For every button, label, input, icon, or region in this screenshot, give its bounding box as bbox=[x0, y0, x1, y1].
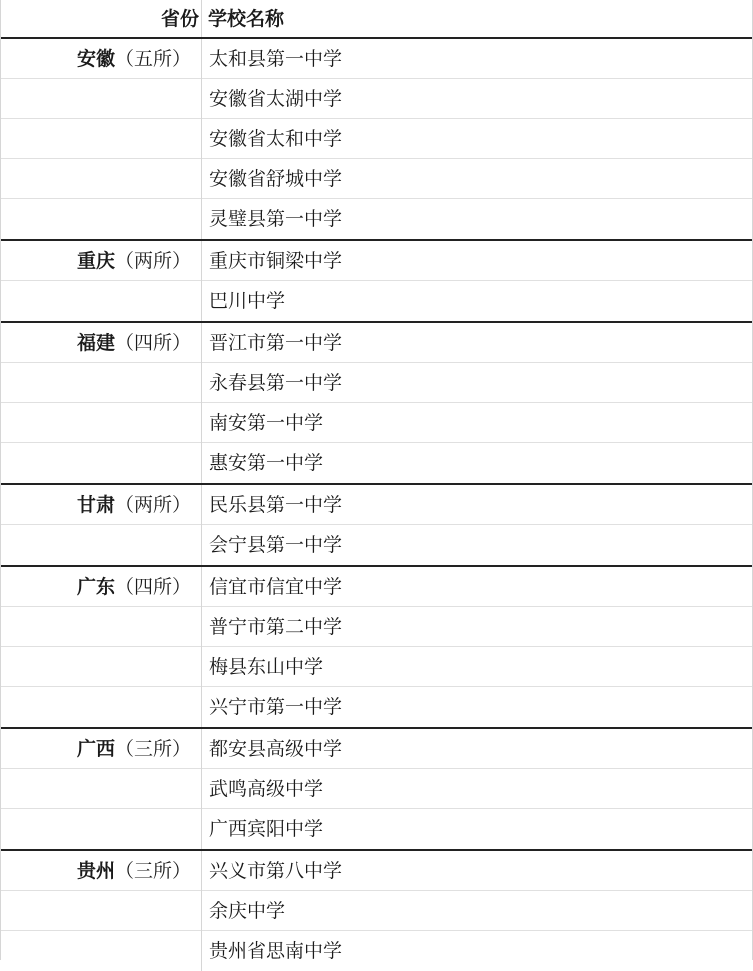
school-list bbox=[202, 241, 752, 321]
province-group bbox=[1, 729, 752, 851]
table-body bbox=[1, 39, 752, 971]
school-row: 巴川中学 bbox=[209, 290, 286, 312]
province-name: 广西 bbox=[76, 738, 115, 760]
province-school-count: （两所） bbox=[114, 494, 191, 516]
province-cell bbox=[1, 39, 202, 239]
header-province: 省份 bbox=[1, 0, 202, 37]
province-school-count: （三所） bbox=[114, 860, 191, 882]
province-group bbox=[1, 485, 752, 567]
province-name: 福建 bbox=[76, 332, 115, 354]
province-cell-line bbox=[1, 159, 201, 199]
province-cell-line bbox=[1, 809, 201, 849]
school-list bbox=[202, 851, 752, 971]
province-cell-line bbox=[1, 443, 201, 483]
province-cell-line bbox=[1, 281, 201, 321]
province-cell bbox=[1, 323, 202, 483]
school-row: 安徽省太和中学 bbox=[202, 119, 752, 159]
school-row: 广西宾阳中学 bbox=[209, 818, 324, 840]
province-school-count: （五所） bbox=[114, 48, 191, 70]
province-group bbox=[1, 567, 752, 729]
province-cell bbox=[1, 241, 202, 321]
school-row: 太和县第一中学 bbox=[202, 39, 752, 79]
province-cell bbox=[1, 567, 202, 727]
school-list bbox=[202, 485, 752, 565]
table-header bbox=[1, 0, 752, 39]
school-row: 晋江市第一中学 bbox=[202, 323, 752, 363]
province-label bbox=[1, 567, 191, 607]
province-group bbox=[1, 241, 752, 323]
province-cell-line bbox=[1, 891, 201, 931]
school-row: 都安县高级中学 bbox=[202, 729, 752, 769]
province-name: 重庆 bbox=[76, 250, 115, 272]
province-school-count: （两所） bbox=[114, 250, 191, 272]
province-name: 广东 bbox=[76, 576, 115, 598]
province-cell-line bbox=[1, 647, 201, 687]
school-row: 安徽省太湖中学 bbox=[202, 79, 752, 119]
province-label bbox=[1, 485, 191, 525]
province-cell-line bbox=[1, 769, 201, 809]
school-row: 南安第一中学 bbox=[202, 403, 752, 443]
province-cell-line bbox=[1, 199, 201, 239]
province-cell-line bbox=[1, 931, 201, 971]
province-school-count: （三所） bbox=[114, 738, 191, 760]
province-cell-line bbox=[1, 79, 201, 119]
province-group bbox=[1, 39, 752, 241]
province-group bbox=[1, 851, 752, 971]
province-label bbox=[1, 729, 191, 769]
school-row: 惠安第一中学 bbox=[209, 452, 324, 474]
school-list bbox=[202, 729, 752, 849]
province-name: 甘肃 bbox=[76, 494, 115, 516]
school-list bbox=[202, 323, 752, 483]
school-row: 兴义市第八中学 bbox=[202, 851, 752, 891]
school-row: 兴宁市第一中学 bbox=[209, 696, 343, 718]
province-cell bbox=[1, 729, 202, 849]
province-label bbox=[1, 851, 191, 891]
province-school-count: （四所） bbox=[114, 332, 191, 354]
school-row: 普宁市第二中学 bbox=[202, 607, 752, 647]
province-school-count: （四所） bbox=[114, 576, 191, 598]
province-cell-line bbox=[1, 363, 201, 403]
province-cell-line bbox=[1, 403, 201, 443]
province-label bbox=[1, 241, 191, 281]
school-row: 重庆市铜梁中学 bbox=[202, 241, 752, 281]
school-list bbox=[202, 39, 752, 239]
province-name: 贵州 bbox=[76, 860, 115, 882]
province-cell-line bbox=[1, 119, 201, 159]
province-cell-line bbox=[1, 607, 201, 647]
province-group bbox=[1, 323, 752, 485]
province-name: 安徽 bbox=[76, 48, 115, 70]
school-row: 会宁县第一中学 bbox=[209, 534, 343, 556]
school-list bbox=[202, 567, 752, 727]
province-cell-line bbox=[1, 687, 201, 727]
header-school-name: 学校名称 bbox=[208, 8, 285, 30]
school-row: 余庆中学 bbox=[202, 891, 752, 931]
school-row: 灵璧县第一中学 bbox=[209, 208, 343, 230]
province-cell bbox=[1, 851, 202, 971]
school-row: 武鸣高级中学 bbox=[202, 769, 752, 809]
school-row: 永春县第一中学 bbox=[202, 363, 752, 403]
school-row: 安徽省舒城中学 bbox=[202, 159, 752, 199]
province-label bbox=[1, 39, 191, 79]
school-row: 贵州省思南中学 bbox=[209, 940, 343, 962]
school-row: 信宜市信宜中学 bbox=[202, 567, 752, 607]
school-row: 民乐县第一中学 bbox=[202, 485, 752, 525]
province-cell-line bbox=[1, 525, 201, 565]
province-cell bbox=[1, 485, 202, 565]
school-row: 梅县东山中学 bbox=[202, 647, 752, 687]
province-label bbox=[1, 323, 191, 363]
